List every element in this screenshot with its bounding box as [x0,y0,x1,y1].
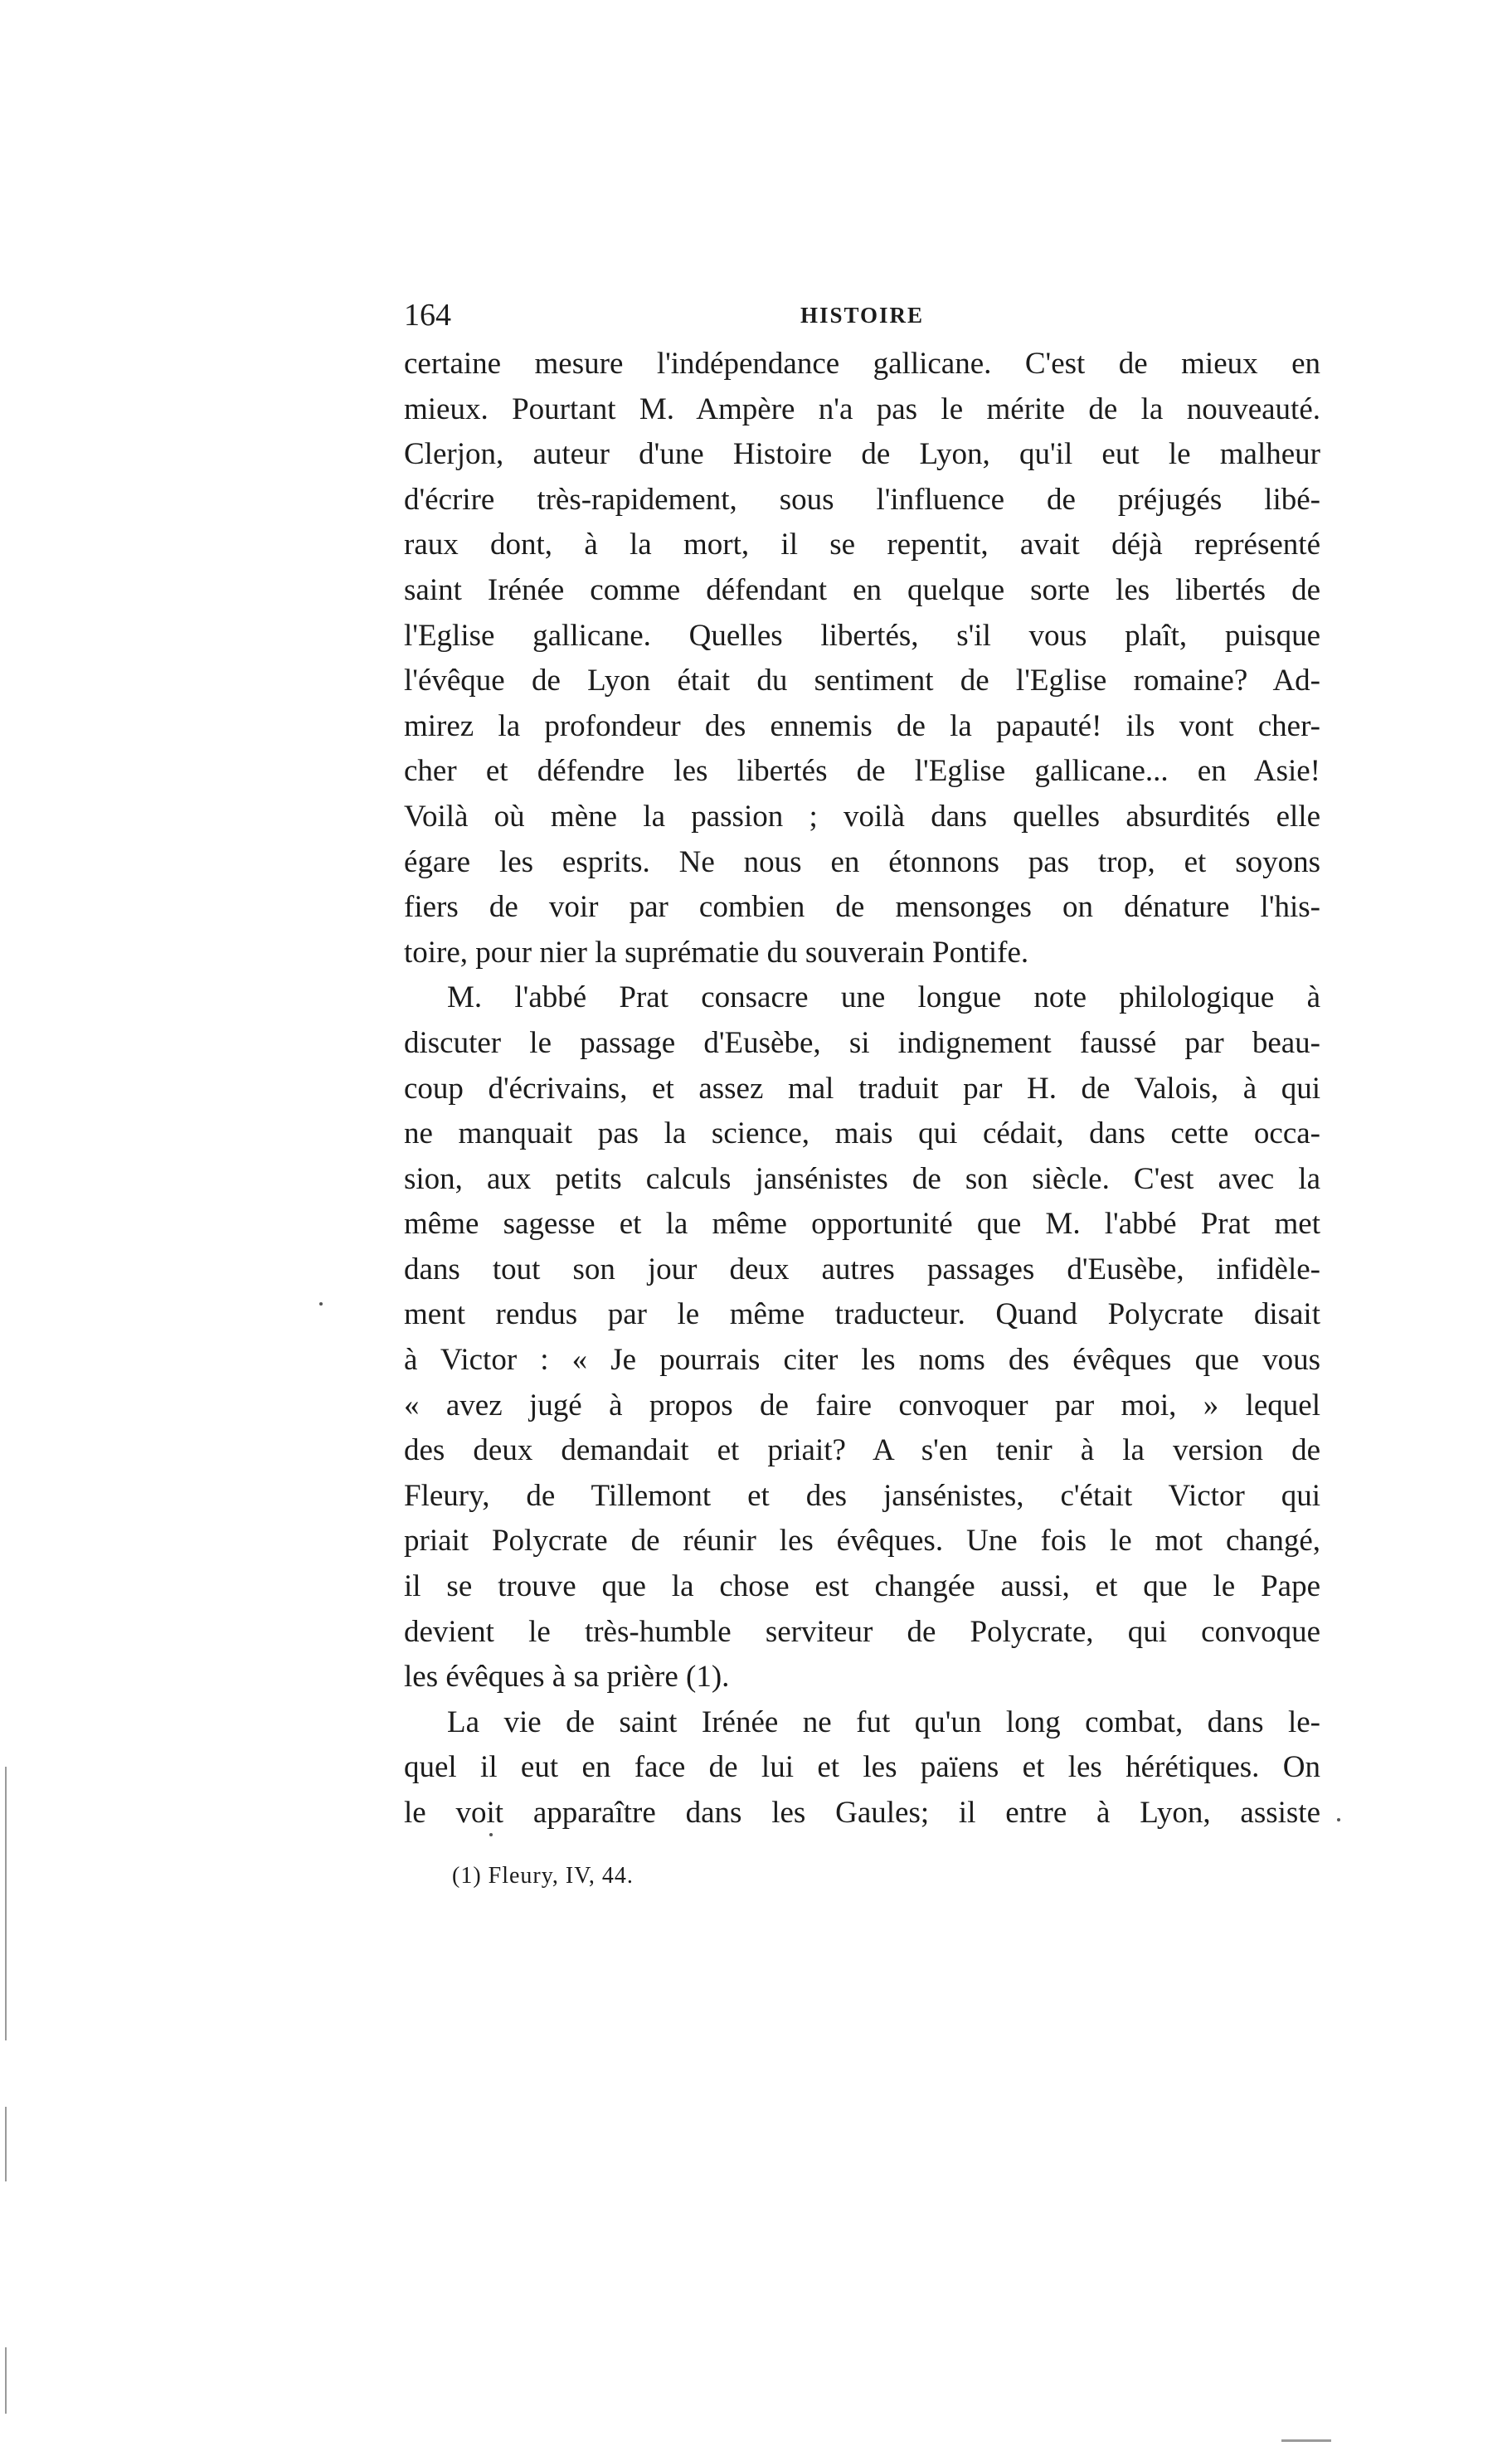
scan-edge-mark [1281,2439,1331,2442]
text-line: ment rendus par le même traducteur. Quand Polycrate disait [404,1297,1320,1332]
text-line: coup d'écrivains, et assez mal traduit par H. de Valois, à qui [404,1071,1320,1106]
text-line: Clerjon, auteur d'une Histoire de Lyon, qu'il eut le malheur [404,437,1320,472]
text-line: l'Eglise gallicane. Quelles libertés, s'il vous plaît, puisque [404,618,1320,653]
running-title: HISTOIRE [800,303,925,328]
text-line: les évêques à sa prière (1). [404,1660,730,1695]
text-line: Voilà où mène la passion ; voilà dans quelles absurdités elle [404,799,1320,834]
text-line: Fleury, de Tillemont et des jansénistes, c'était Victor qui [404,1478,1320,1513]
text-line: des deux demandait et priait? A s'en tenir à la version de [404,1433,1320,1468]
text-line: ne manquait pas la science, mais qui cédait, dans cette occa- [404,1116,1320,1151]
text-line: toire, pour nier la suprématie du souverain Pontife. [404,935,1029,970]
text-line: égare les esprits. Ne nous en étonnons pas trop, et soyons [404,844,1320,879]
text-line: saint Irénée comme défendant en quelque sorte les libertés de [404,572,1320,607]
text-line: sion, aux petits calculs jansénistes de son siècle. C'est avec la [404,1161,1320,1196]
text-line: cher et défendre les libertés de l'Eglise gallicane... en Asie! [404,754,1320,789]
text-line: même sagesse et la même opportunité que M. l'abbé Prat met [404,1207,1320,1242]
speck [319,1302,323,1306]
text-line: La vie de saint Irénée ne fut qu'un long combat, dans le- [447,1705,1320,1739]
text-line: M. l'abbé Prat consacre une longue note philologique à [447,980,1320,1015]
speck [1337,1818,1340,1821]
text-line: priait Polycrate de réunir les évêques. Une fois le mot changé, [404,1524,1320,1559]
page-header [404,294,1320,336]
text-line: il se trouve que la chose est changée aussi, et que le Pape [404,1569,1320,1604]
text-line: certaine mesure l'indépendance gallicane. C'est de mieux en [404,347,1320,381]
text-line: d'écrire très-rapidement, sous l'influence de préjugés libé- [404,482,1320,517]
text-line: mieux. Pourtant M. Ampère n'a pas le mérite de la nouveauté. [404,391,1320,426]
text-line: mirez la profondeur des ennemis de la papauté! ils vont cher- [404,708,1320,743]
text-line: l'évêque de Lyon était du sentiment de l'Eglise romaine? Ad- [404,664,1320,698]
text-line: dans tout son jour deux autres passages d'Eusèbe, infidèle- [404,1252,1320,1286]
speck [489,1833,493,1836]
text-line: devient le très-humble serviteur de Polycrate, qui convoque [404,1614,1320,1649]
text-line: raux dont, à la mort, il se repentit, avait déjà représenté [404,528,1320,562]
text-line: fiers de voir par combien de mensonges on dénature l'his- [404,890,1320,925]
scan-edge-mark [5,2107,7,2181]
text-line: quel il eut en face de lui et les païens et les hérétiques. On [404,1750,1320,1785]
text-line: à Victor : « Je pourrais citer les noms des évêques que vous [404,1343,1320,1378]
text-line: discuter le passage d'Eusèbe, si indignement faussé par beau- [404,1025,1320,1060]
page-number: 164 [404,298,451,333]
scan-edge-mark [5,1767,7,2040]
footnote: (1) Fleury, IV, 44. [452,1863,634,1889]
text-line: « avez jugé à propos de faire convoquer par moi, » lequel [404,1388,1320,1422]
scan-edge-mark [5,2347,7,2414]
body-text [404,342,1320,1836]
text-line: le voit apparaître dans les Gaules; il entre à Lyon, assiste [404,1796,1320,1830]
